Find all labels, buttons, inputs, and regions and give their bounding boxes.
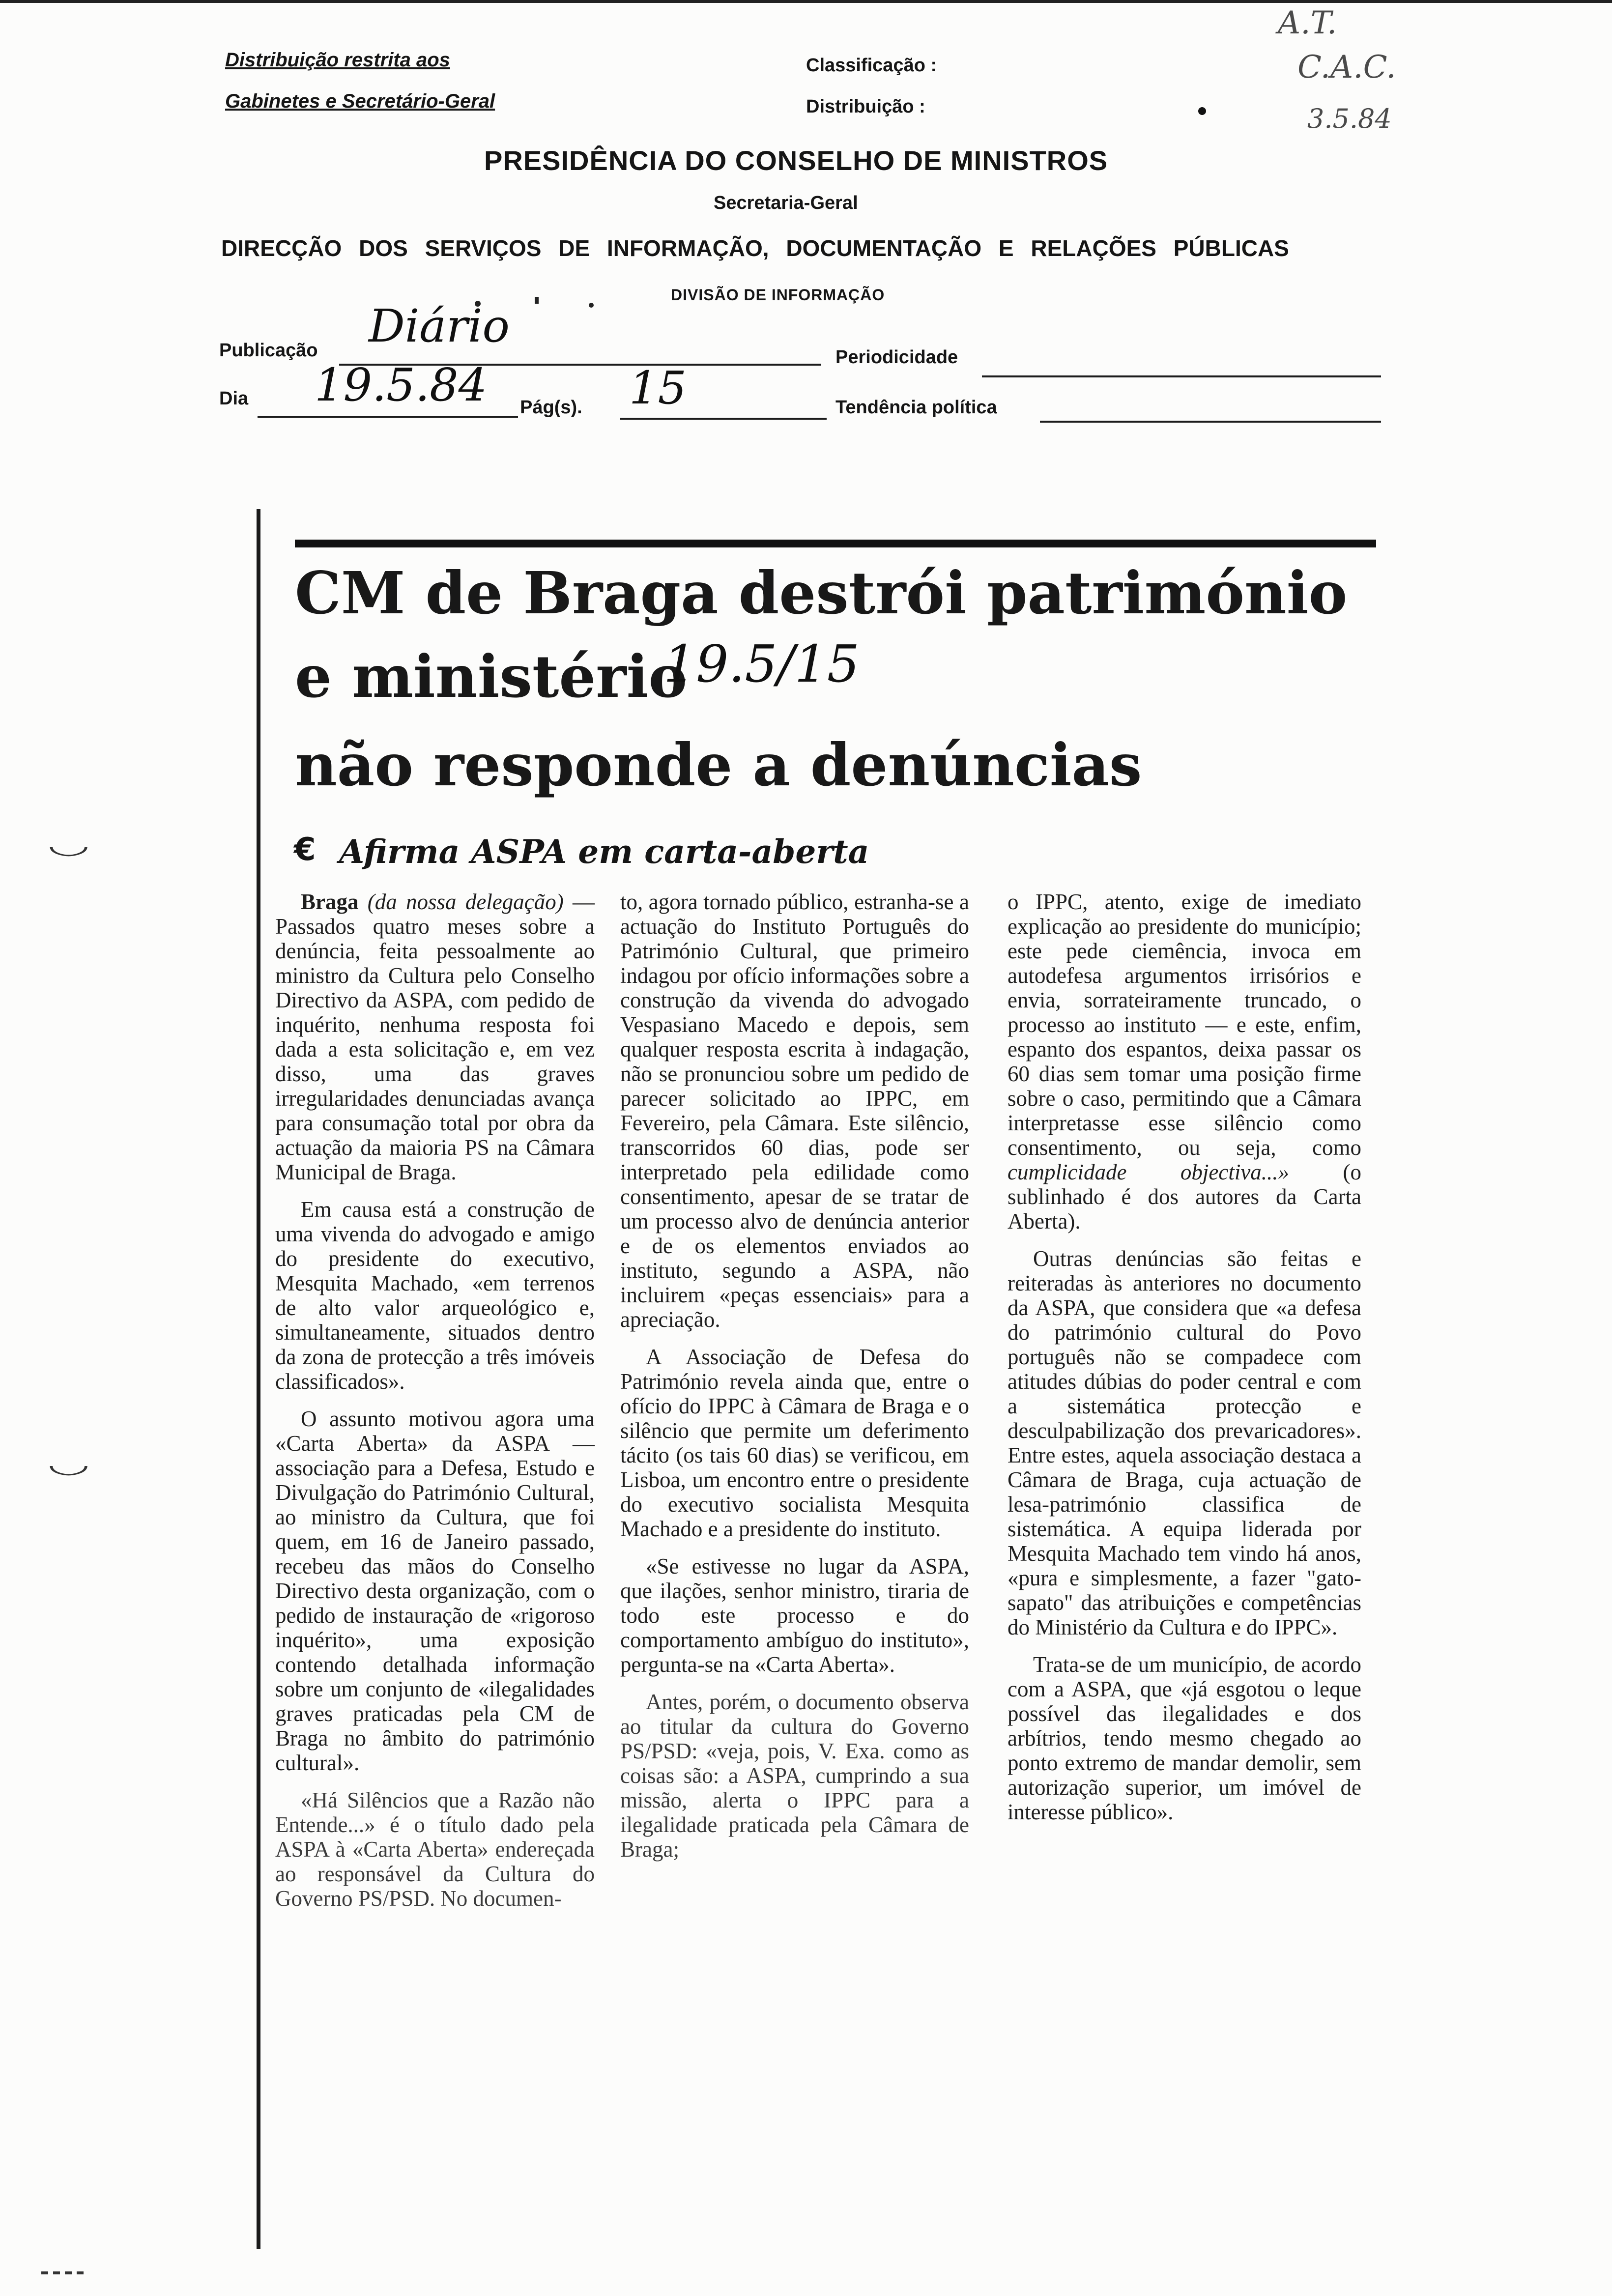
kicker-bullet-icon: € — [294, 832, 316, 868]
article-column-1 — [275, 890, 595, 1923]
article-paragraph: «Se estivesse no lugar da ASPA, que ilações, senhor ministro, tiraria de todo este processo e do comportamento ambíguo do instituto», pergunta-se na «Carta Aberta». — [620, 1554, 969, 1677]
article-text: o IPPC, atento, exige de imediato explicação ao presidente do município; este pede ciemência, invoca em autodefesa argumentos irrisórios e envia, sorrateiramente truncado, o processo ao instituto — e este, enfim, espanto dos espantos, deixa passar os 60 dias sem tomar uma posição firme sobre o caso, permitindo que a Câmara interpretasse esse silêncio como consentimento, ou seja, como — [1008, 890, 1361, 1160]
article-paragraph: Antes, porém, o documento observa ao titular da cultura do Governo PS/PSD: «veja, pois, V. Exa. como as coisas são: a ASPA, cumprindo a sua missão, alerta o IPPC para a ilegalidade praticada pela Câmara de Braga; — [620, 1690, 969, 1862]
divisao-title: DIVISÃO DE INFORMAÇÃO — [671, 286, 885, 304]
dot-2 — [535, 297, 539, 304]
article-paragraph: A Associação de Defesa do Património revela ainda que, entre o ofício do IPPC à Câmara de Braga e o silêncio que permite um deferimento tácito (os tais 60 dias) se verificou, em Lisboa, um encontro entre o presidente do executivo socialista Mesquita Machado e a presidente do instituto. — [620, 1345, 969, 1541]
article-paragraph — [275, 890, 595, 1184]
headline-line1: CM de Braga destrói património — [295, 559, 1348, 627]
periodicidade-label: Periodicidade — [835, 347, 958, 368]
periodicidade-line — [982, 375, 1381, 377]
clipping-left-bracket — [257, 509, 260, 2249]
organization-title: PRESIDÊNCIA DO CONSELHO DE MINISTROS — [484, 145, 1108, 176]
tendencia-line — [1040, 421, 1381, 423]
article-emphasis: cumplicidade objectiva...» — [1008, 1160, 1290, 1184]
article-paragraph: Em causa está a construção de uma vivenda do advogado e amigo do presidente do executivo, Mesquita Machado, «em terrenos de alto valor arqueológico e, simultaneamente, situados dentro da zona de protecção a três imóveis classificados». — [275, 1197, 595, 1394]
dot-3 — [589, 303, 594, 308]
classificacao-label: Classificação : — [806, 55, 937, 76]
secretaria-geral: Secretaria-Geral — [714, 193, 858, 213]
pags-handwritten-value: 15 — [629, 362, 687, 414]
binder-mark-top: ◡ — [47, 830, 90, 859]
article-paragraph: «Há Silêncios que a Razão não Entende...» é o título dado pela ASPA à «Carta Aberta» endereçada ao responsável da Cultura do Governo PS/PSD. No documen- — [275, 1788, 595, 1911]
dia-handwritten-value: 19.5.84 — [315, 359, 488, 411]
article-paragraph: to, agora tornado público, estranha-se a actuação do Instituto Português do Património Cultural, que primeiro indagou por ofício informações sobre a construção da vivenda do advogado Vespasiano Macedo e depois, sem qualquer resposta escrita à indagação, não se pronunciou sobre um pedido de parecer solicitado ao IPPC, em Fevereiro, pela Câmara. Este silêncio, transcorridos 60 dias, pode ser interpretado pela edilidade como consentimento, apesar de se tratar de um processo alvo de denúncia anterior e de os elementos enviados ao instituto, segundo a ASPA, não incluirem «peças essenciais» para a apreciação. — [620, 890, 969, 1332]
tendencia-label: Tendência política — [835, 397, 997, 418]
headline-handwritten-note: 19.5/15 — [663, 634, 860, 694]
publicacao-handwritten-value: Diário — [369, 300, 510, 352]
headline-rule — [295, 540, 1376, 547]
headline-line2: e ministério — [295, 642, 688, 711]
article-dateline: Braga — [301, 890, 359, 914]
ink-dot — [1198, 107, 1206, 115]
article-column-2 — [620, 890, 969, 1874]
article-kicker: Afirma ASPA em carta-aberta — [339, 832, 869, 871]
article-paragraph: Trata-se de um município, de acordo com a ASPA, que «já esgotou o leque possível das ilegalidades e dos arbítrios, tendo mesmo chegado ao ponto extremo de mandar demolir, sem autorização superior, um imóvel de interesse público». — [1008, 1652, 1361, 1824]
restricted-distribution-line2: Gabinetes e Secretário-Geral — [225, 90, 495, 112]
handwritten-corner-line1: A.T. — [1278, 5, 1337, 41]
publicacao-label: Publicação — [219, 340, 318, 361]
article-paragraph: Outras denúncias são feitas e reiteradas às anteriores no documento da ASPA, que considera que «a defesa do património cultural do Povo português não se compadece com atitudes dúbias do poder central e com a sistemática protecção e desculpabilização dos prevaricadores». Entre estes, aquela associação destaca a Câmara de Braga, cuja actuação de lesa-património classifica de sistemática. A equipa liderada por Mesquita Machado tem vindo há anos, «pura e simplesmente, a fazer "gato-sapato" das atribuições e competências do Ministério da Cultura e do IPPC». — [1008, 1246, 1361, 1639]
handwritten-corner-line3: 3.5.84 — [1307, 103, 1392, 134]
article-paragraph — [1008, 890, 1361, 1234]
headline-line3: não responde a denúncias — [295, 731, 1142, 799]
restricted-distribution-line1: Distribuição restrita aos — [225, 49, 450, 71]
top-border — [0, 0, 1612, 3]
pags-label: Pág(s). — [520, 397, 582, 418]
dia-label: Dia — [219, 388, 249, 409]
binder-mark-bottom: ◡ — [47, 1449, 90, 1478]
article-text: (o sublinhado é dos autores da Carta Aberta). — [1008, 1160, 1361, 1234]
direccao-title: DIRECÇÃO DOS SERVIÇOS DE INFORMAÇÃO, DOCUMENTAÇÃO E RELAÇÕES PÚBLICAS — [221, 235, 1289, 261]
pags-line — [620, 418, 827, 420]
distribuicao-label: Distribuição : — [806, 96, 925, 117]
article-dateline-sub: (da nossa delegação) — [367, 890, 564, 914]
article-text: — Passados quatro meses sobre a denúncia, feita pessoalmente ao ministro da Cultura pelo Conselho Directivo da ASPA, com pedido de inquérito, nenhuma resposta foi dada a esta solicitação e, em vez disso, uma das graves irregularidades denunciadas avança para consumação total por obra da actuação da maioria PS na Câmara Municipal de Braga. — [275, 890, 595, 1184]
article-column-3 — [1008, 890, 1361, 1837]
article-paragraph: O assunto motivou agora uma «Carta Aberta» da ASPA —associação para a Defesa, Estudo e Divulgação do Património Cultural, ao ministro da Cultura, que foi quem, em 16 de Janeiro passado, recebeu das mãos do Conselho Directivo desta organização, com o pedido de instauração de «rigoroso inquérito», uma exposição contendo detalhada informação sobre um conjunto de «ilegalidades graves praticadas pela CM de Braga no âmbito do património cultural». — [275, 1406, 595, 1775]
handwritten-corner-line2: C.A.C. — [1297, 49, 1396, 86]
dia-line — [258, 416, 518, 418]
page-edge-mark — [41, 2271, 88, 2274]
